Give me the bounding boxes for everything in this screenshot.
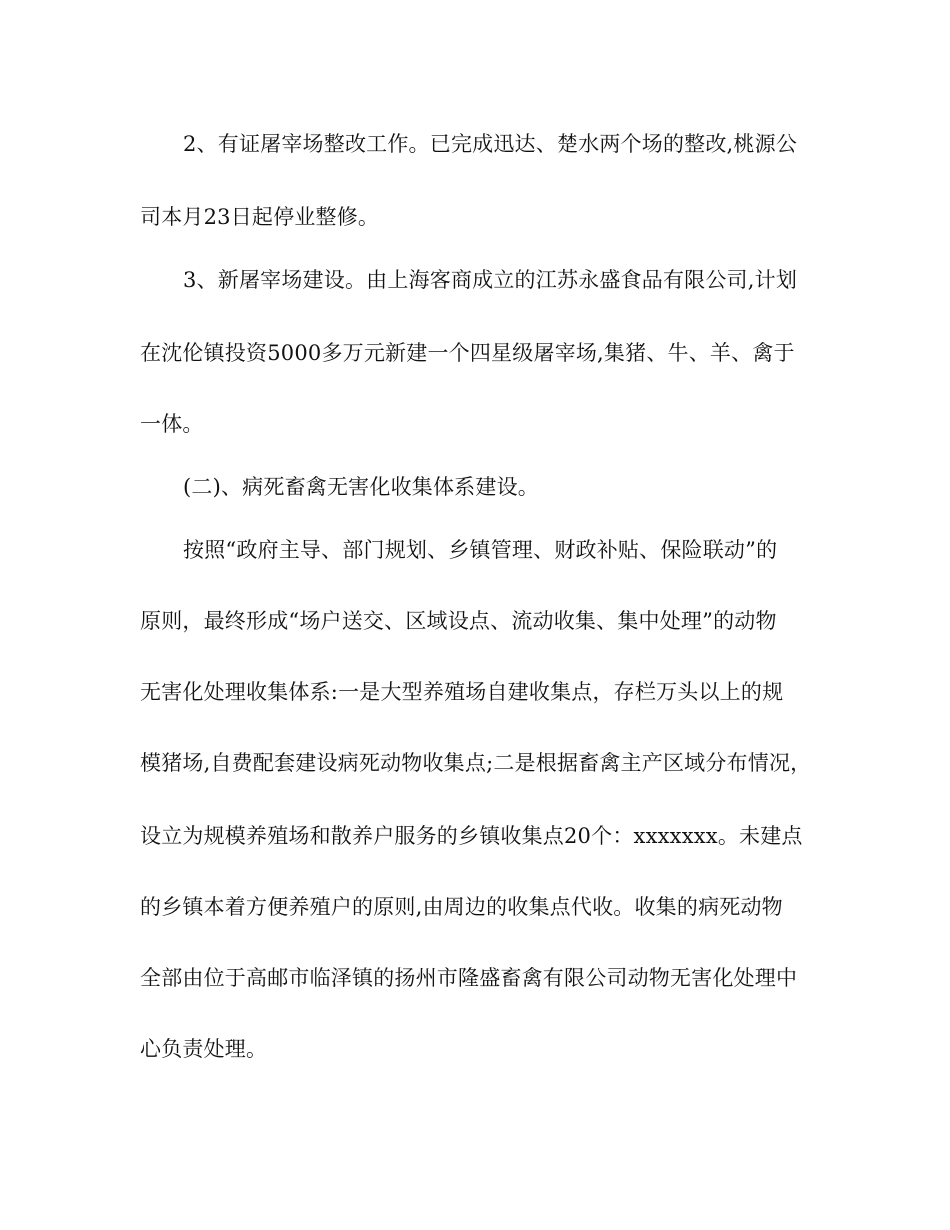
body-paragraph-line-6: 的乡镇本着方便养殖户的原则,由周边的收集点代收。收集的病死动物 (140, 895, 783, 919)
paragraph-3-line-1: 3、新屠宰场建设。由上海客商成立的江苏永盛食品有限公司,计划 (183, 268, 798, 292)
body-paragraph-line-4: 模猪场,自费配套建设病死动物收集点;二是根据畜禽主产区域分布情况， (140, 751, 812, 775)
body-paragraph-line-1: 按照“政府主导、部门规划、乡镇管理、财政补贴、保险联动”的 (183, 538, 778, 562)
paragraph-3-line-3: 一体。 (140, 412, 204, 436)
body-paragraph-line-8: 心负责处理。 (140, 1037, 268, 1061)
body-paragraph-line-7: 全部由位于高邮市临泽镇的扬州市隆盛畜禽有限公司动物无害化处理中 (140, 966, 798, 990)
body-paragraph-line-3: 无害化处理收集体系:一是大型养殖场自建收集点，存栏万头以上的规 (140, 680, 784, 704)
body-paragraph-line-5: 设立为规模养殖场和散养户服务的乡镇收集点20个：xxxxxxx。未建点 (140, 824, 803, 848)
paragraph-2-line-1: 2、有证屠宰场整改工作。已完成迅达、楚水两个场的整改,桃源公 (183, 132, 798, 156)
paragraph-3-line-2: 在沈伦镇投资5000多万元新建一个四星级屠宰场,集猪、牛、羊、禽于 (140, 341, 795, 365)
paragraph-2-line-2: 司本月23日起停业整修。 (140, 205, 380, 229)
section-heading: (二)、病死畜禽无害化收集体系建设。 (183, 475, 539, 499)
body-paragraph-line-2: 原则，最终形成“场户送交、区域设点、流动收集、集中处理”的动物 (140, 609, 777, 633)
